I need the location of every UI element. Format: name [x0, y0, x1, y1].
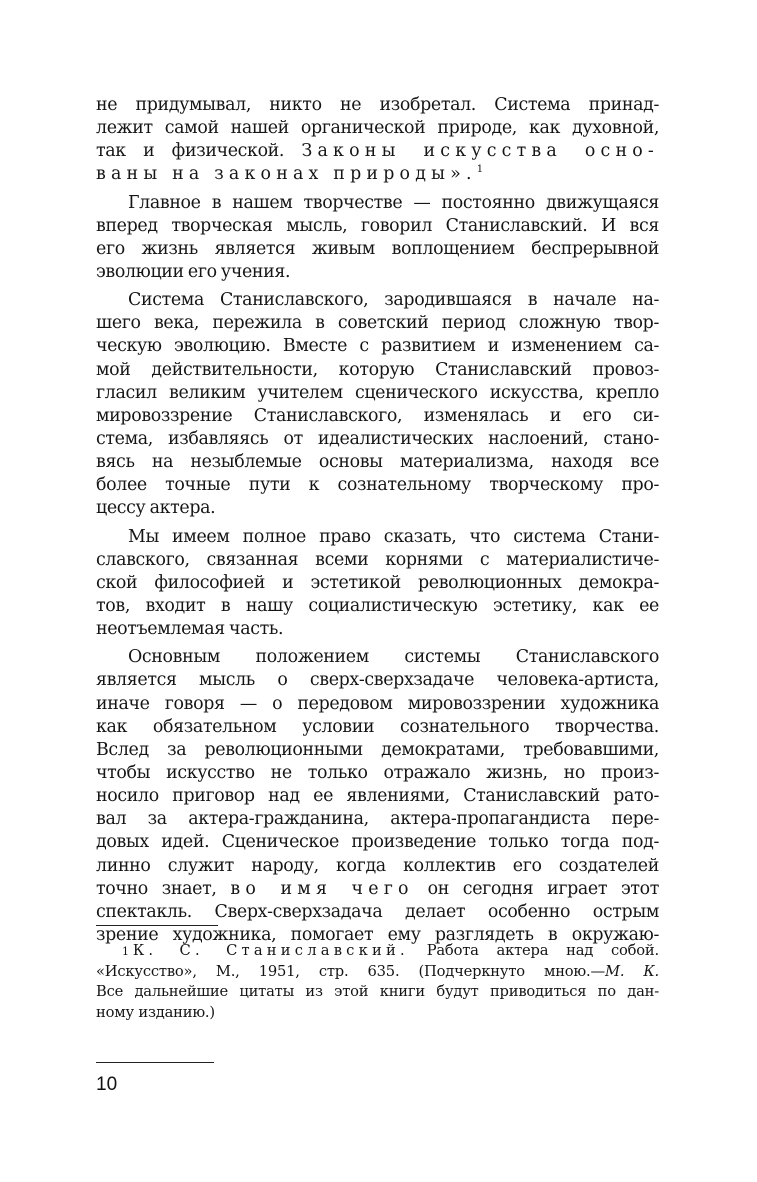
text-line: вясь на незыблемые основы материализма, находя все — [96, 452, 659, 473]
text-line: ской философией и эстетикой революционных демокра- — [96, 572, 659, 593]
spaced-emphasis: ваны на законах природы». — [96, 164, 477, 185]
text-line: более точные пути к сознательному творческому про- — [96, 475, 659, 496]
text-line: точно знает, во имя чего он сегодня играет этот — [96, 878, 659, 899]
text-line — [96, 163, 659, 186]
footnote-line: 1 К. С. Станиславский. Работа актера над собой. — [122, 942, 659, 959]
text-line: так и физической. Законы искусства осно- — [96, 141, 659, 162]
text-line: ческую эволюцию. Вместе с развитием и изменением са- — [96, 336, 659, 357]
footnote — [96, 941, 659, 1023]
footnote-ref[interactable]: 1 — [476, 164, 483, 176]
text-line: неотъемлемая часть. — [96, 619, 284, 640]
text-line: зрение художника, помогает ему разглядеть в окружаю- — [96, 924, 659, 945]
text-line: его жизнь является живым воплощением беспрерывной — [96, 238, 659, 259]
text-line: тов, входит в нашу социалистическую эстетику, как ее — [96, 595, 659, 616]
text-line: линно служит народу, когда коллектив его создателей — [96, 855, 659, 876]
text-line: вперед творческая мысль, говорил Станиславский. И вся — [96, 215, 659, 236]
footnote-divider — [96, 925, 218, 926]
text-line: мировоззрение Станиславского, изменялась и его си- — [96, 405, 659, 426]
text-line: довых идей. Сценическое произведение только тогда под- — [96, 832, 659, 853]
footnote-line: Все дальнейшие цитаты из этой книги будут приводиться по дан- — [96, 983, 659, 1000]
text-line: гласил великим учителем сценического искусства, крепло — [96, 382, 659, 403]
text-line: Система Станиславского, зародившаяся в начале на- — [128, 290, 659, 311]
text-line: иначе говоря — о передовом мировоззрении художника — [96, 693, 659, 714]
text-line: спектакль. Сверх-сверхзадача делает особенно острым — [96, 901, 659, 922]
text-line: шего века, пережила в советский период сложную твор- — [96, 313, 659, 334]
text-line: не придумывал, никто не изобретал. Система принад- — [96, 95, 659, 115]
spaced-emphasis: во имя чего — [230, 878, 414, 899]
text-line: славского, связанная всеми корнями с материалистиче- — [96, 549, 659, 570]
spaced-emphasis: Законы искусства осно- — [301, 141, 659, 162]
text-line: Мы имеем полное право сказать, что система Стани- — [128, 526, 659, 547]
text-line: стема, избавляясь от идеалистических наслоений, стано- — [96, 428, 659, 449]
text-line: является мысль о сверх-сверхзадаче человека-артиста, — [96, 670, 659, 691]
text-line: как обязательном условии сознательного творчества. — [96, 716, 659, 737]
footnote-signature: М. К. — [604, 962, 659, 980]
footnote-author: К. С. Станиславский. — [132, 942, 409, 959]
page-number-divider — [96, 1062, 214, 1063]
footnote-marker: 1 — [122, 945, 129, 958]
text-line: цессу актера. — [96, 498, 216, 519]
text-line: Основным положением системы Станиславского — [128, 647, 659, 668]
text-line: вал за актера-гражданина, актера-пропагандиста пере- — [96, 809, 659, 830]
page-number: 10 — [96, 1074, 118, 1095]
text-line: чтобы искусство не только отражало жизнь, но произ- — [96, 762, 659, 783]
text-line: Главное в нашем творчестве — постоянно движущаяся — [128, 192, 659, 213]
footnote-line: ному изданию.) — [96, 1003, 215, 1021]
footnote-line: «Искусство», М., 1951, стр. 635. (Подчеркнуто мною.—М. К. — [96, 962, 659, 980]
main-text — [96, 94, 659, 947]
text-line: мой действительности, которую Станиславский провоз- — [96, 359, 659, 380]
text-line: носило приговор над ее явлениями, Станиславский рато- — [96, 786, 659, 807]
text-line: Вслед за революционными демократами, требовавшими, — [96, 739, 659, 760]
text-line: лежит самой нашей органической природе, как духовной, — [96, 118, 659, 139]
text-line: эволюции его учения. — [96, 261, 291, 282]
